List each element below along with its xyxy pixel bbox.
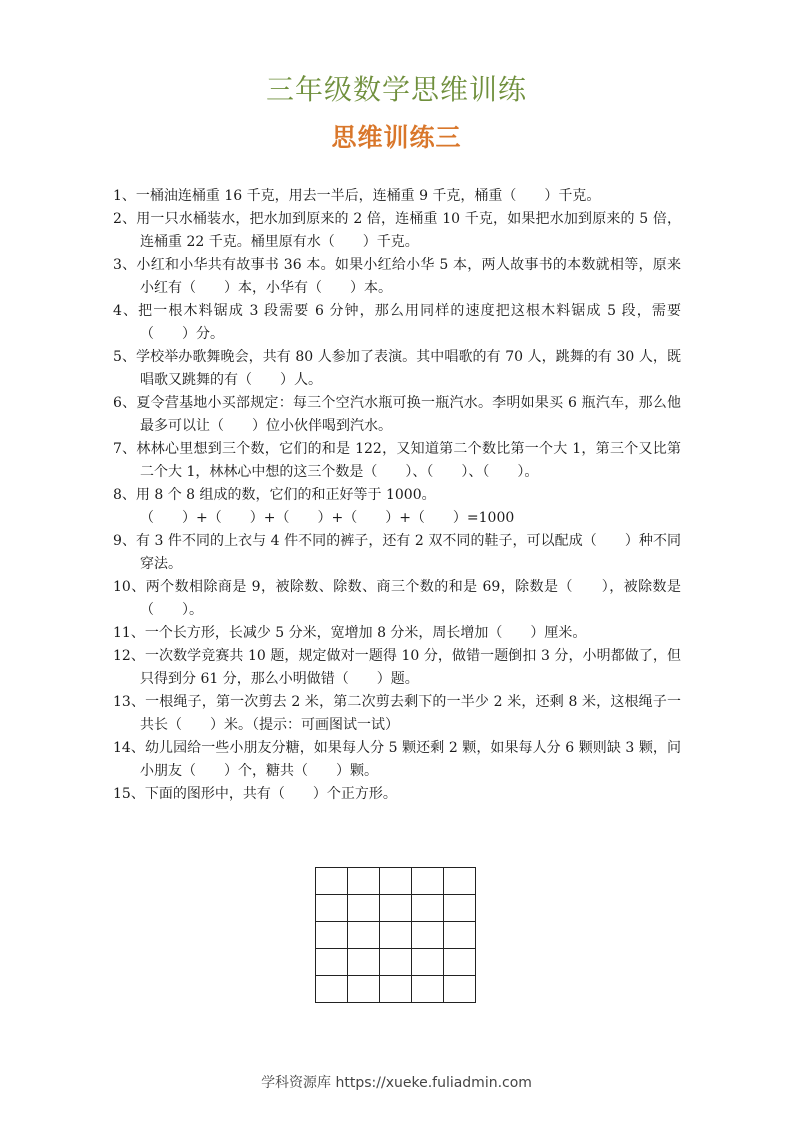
question-12: 12、一次数学竞赛共 10 题，规定做对一题得 10 分，做错一题倒扣 3 分，小明都做了，但只得到分 61 分，那么小明做错（ ）题。: [113, 648, 681, 687]
question-3: 3、小红和小华共有故事书 36 本。如果小红给小华 5 本，两人故事书的本数就相等，原来小红有（ ）本，小华有（ ）本。: [113, 257, 681, 296]
grid-cell: [380, 922, 412, 949]
grid-cell: [380, 895, 412, 922]
grid-cell: [444, 922, 476, 949]
grid-cell: [348, 976, 380, 1003]
question-1: 1、一桶油连桶重 16 千克，用去一半后，连桶重 9 千克，桶重（ ）千克。: [113, 188, 601, 204]
question-8: 8、用 8 个 8 组成的数，它们的和正好等于 1000。: [113, 487, 436, 503]
grid-cell: [348, 922, 380, 949]
grid-row: [316, 922, 476, 949]
grid-row: [316, 868, 476, 895]
question-11: 11、一个长方形，长减少 5 分米，宽增加 8 分米，周长增加（ ）厘米。: [113, 625, 587, 641]
grid-row: [316, 949, 476, 976]
grid-cell: [444, 976, 476, 1003]
grid-cell: [444, 868, 476, 895]
square-grid: [315, 867, 476, 1003]
grid-cell: [412, 949, 444, 976]
square-grid-figure: [315, 867, 476, 1003]
question-10: 10、两个数相除商是 9，被除数、除数、商三个数的和是 69，除数是（ ），被除数是（ ）。: [113, 579, 681, 618]
question-5: 5、学校举办歌舞晚会，共有 80 人参加了表演。其中唱歌的有 70 人，跳舞的有 30 人，既唱歌又跳舞的有（ ）人。: [113, 349, 681, 388]
grid-cell: [412, 976, 444, 1003]
question-7: 7、林林心里想到三个数，它们的和是 122，又知道第二个数比第一个大 1，第三个又比第二个大 1，林林心中想的这三个数是（ ）、（ ）、（ ）。: [113, 441, 681, 480]
grid-cell: [380, 868, 412, 895]
grid-cell: [444, 949, 476, 976]
question-8-equation: （ ）+（ ）+（ ）+（ ）+（ ）=1000: [140, 510, 515, 526]
question-15: 15、下面的图形中，共有（ ）个正方形。: [113, 786, 397, 802]
grid-cell: [316, 949, 348, 976]
question-4: 4、把一根木料锯成 3 段需要 6 分钟，那么用同样的速度把这根木料锯成 5 段，需要（ ）分。: [113, 303, 681, 342]
grid-cell: [316, 895, 348, 922]
question-14: 14、幼儿园给一些小朋友分糖，如果每人分 5 颗还剩 2 颗，如果每人分 6 颗则缺 3 颗，问小朋友（ ）个，糖共（ ）颗。: [113, 740, 681, 779]
page-subtitle: 思维训练三: [331, 123, 462, 152]
grid-cell: [412, 922, 444, 949]
grid-cell: [348, 895, 380, 922]
grid-cell: [316, 868, 348, 895]
question-13: 13、一根绳子，第一次剪去 2 米，第二次剪去剩下的一半少 2 米，还剩 8 米，这根绳子一共长（ ）米。（提示：可画图试一试）: [113, 694, 681, 733]
grid-row: [316, 895, 476, 922]
footer-source: 学科资源库 https://xueke.fuliadmin.com: [261, 1075, 532, 1091]
grid-cell: [348, 868, 380, 895]
grid-cell: [380, 976, 412, 1003]
grid-cell: [412, 895, 444, 922]
page-title: 三年级数学思维训练: [265, 73, 527, 106]
grid-cell: [316, 976, 348, 1003]
grid-cell: [380, 949, 412, 976]
question-list: [113, 185, 681, 806]
grid-row: [316, 976, 476, 1003]
question-6: 6、夏令营基地小买部规定：每三个空汽水瓶可换一瓶汽水。李明如果买 6 瓶汽车，那么他最多可以让（ ）位小伙伴喝到汽水。: [113, 395, 681, 434]
grid-cell: [316, 922, 348, 949]
grid-cell: [444, 895, 476, 922]
grid-cell: [412, 868, 444, 895]
question-9: 9、有 3 件不同的上衣与 4 件不同的裤子，还有 2 双不同的鞋子，可以配成（ ）种不同穿法。: [113, 533, 681, 572]
question-2: 2、用一只水桶装水，把水加到原来的 2 倍，连桶重 10 千克，如果把水加到原来的 5 倍，连桶重 22 千克。桶里原有水（ ）千克。: [113, 211, 681, 250]
grid-cell: [348, 949, 380, 976]
